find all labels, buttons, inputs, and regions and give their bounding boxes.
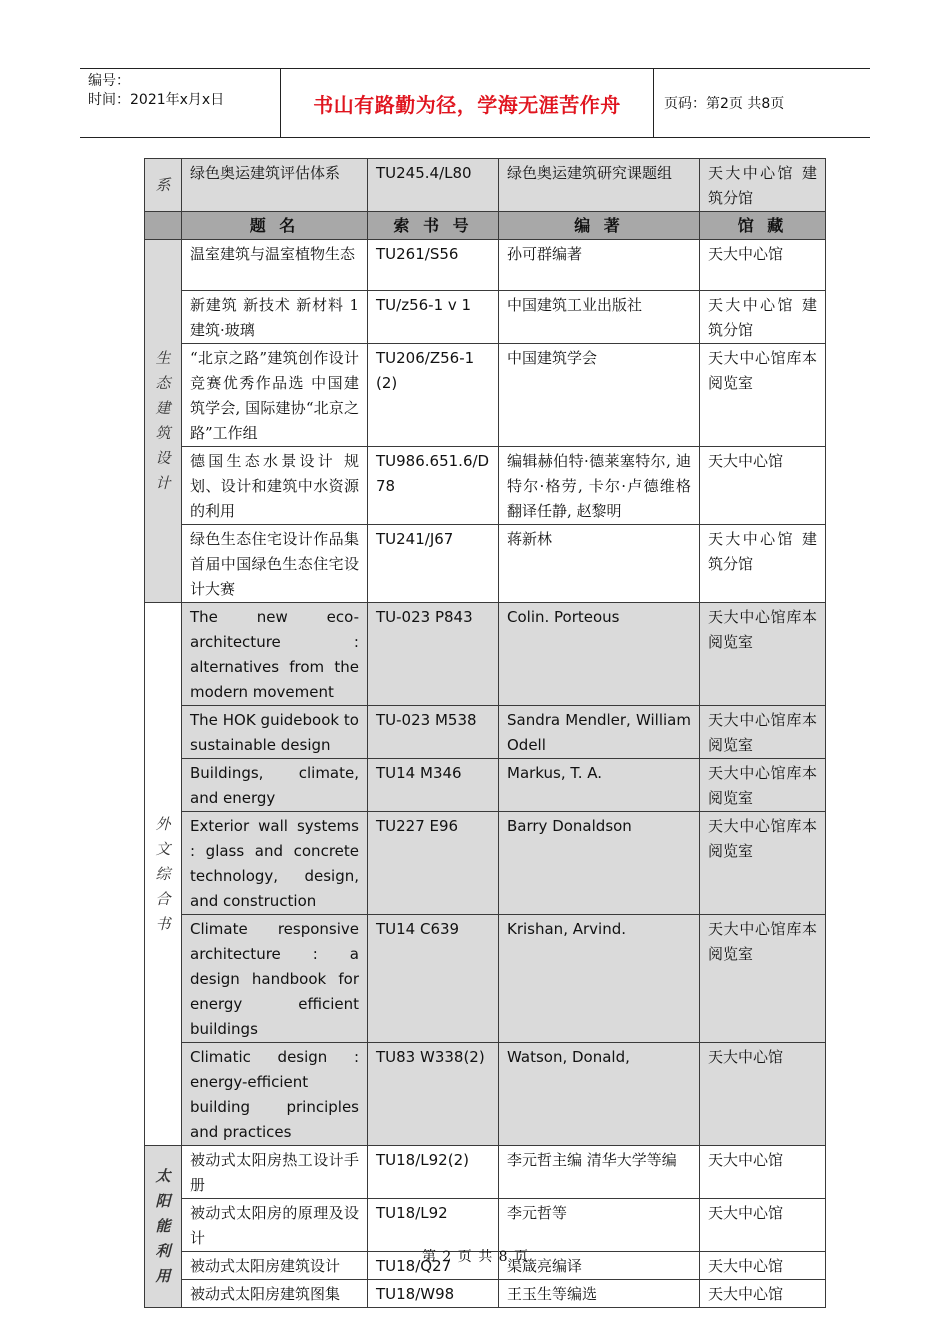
call-number-cell: TU18/Q27	[368, 1252, 499, 1280]
author-cell: 绿色奥运建筑研究课题组	[499, 159, 700, 212]
table-row	[145, 603, 826, 706]
title-cell: The new eco-architecture : alternatives from the modern movement	[182, 603, 368, 706]
category-cell-eco-design: 生态建筑设计	[145, 240, 182, 603]
holding-cell: 天大中心馆	[700, 1146, 826, 1199]
author-cell: Sandra Mendler, William Odell	[499, 706, 700, 759]
table-row	[145, 344, 826, 447]
table-row	[145, 759, 826, 812]
holding-cell: 天大中心馆	[700, 1043, 826, 1146]
holding-cell: 天大中心馆	[700, 447, 826, 525]
call-number-cell: TU-023 M538	[368, 706, 499, 759]
author-cell: 李元哲等	[499, 1199, 700, 1252]
table-row	[145, 291, 826, 344]
holding-cell: 天大中心馆	[700, 1199, 826, 1252]
column-header-holding: 馆 藏	[700, 212, 826, 240]
call-number-cell: TU241/J67	[368, 525, 499, 603]
call-number-cell: TU986.651.6/D78	[368, 447, 499, 525]
table-row	[145, 1043, 826, 1146]
author-cell: Krishan, Arvind.	[499, 915, 700, 1043]
author-cell: 蒋新林	[499, 525, 700, 603]
table-row	[145, 706, 826, 759]
table-header-row	[145, 212, 826, 240]
holding-cell: 天大中心馆库本阅览室	[700, 812, 826, 915]
header-time-label: 时间：2021年x月x日	[88, 92, 225, 108]
call-number-cell: TU18/L92(2)	[368, 1146, 499, 1199]
call-number-cell: TU/z56-1 v 1	[368, 291, 499, 344]
author-cell: Markus, T. A.	[499, 759, 700, 812]
call-number-cell: TU18/L92	[368, 1199, 499, 1252]
column-header-author: 编 著	[499, 212, 700, 240]
page-header	[80, 68, 870, 138]
author-cell: Watson, Donald,	[499, 1043, 700, 1146]
holding-cell: 天大中心馆	[700, 1252, 826, 1280]
author-cell: 中国建筑学会	[499, 344, 700, 447]
title-cell: 温室建筑与温室植物生态	[182, 240, 368, 291]
column-header-call-number: 索 书 号	[368, 212, 499, 240]
holding-cell: 天大中心馆 建筑分馆	[700, 159, 826, 212]
table-row	[145, 1199, 826, 1252]
table-row	[145, 159, 826, 212]
title-cell: 被动式太阳房建筑设计	[182, 1252, 368, 1280]
table-row	[145, 915, 826, 1043]
title-cell: 被动式太阳房的原理及设计	[182, 1199, 368, 1252]
title-cell: 被动式太阳房建筑图集	[182, 1280, 368, 1308]
page-footer: 第 2 页 共 8 页	[421, 1249, 529, 1265]
category-cell: 系	[145, 159, 182, 212]
title-cell: Buildings, climate, and energy	[182, 759, 368, 812]
author-cell: 王玉生等编选	[499, 1280, 700, 1308]
author-cell: Colin. Porteous	[499, 603, 700, 706]
title-cell: “北京之路”建筑创作设计竞赛优秀作品选 中国建筑学会, 国际建协“北京之路”工作组	[182, 344, 368, 447]
title-cell: 绿色生态住宅设计作品集 首届中国绿色生态住宅设计大赛	[182, 525, 368, 603]
title-cell: 被动式太阳房热工设计手册	[182, 1146, 368, 1199]
author-cell: 中国建筑工业出版社	[499, 291, 700, 344]
table-row	[145, 1146, 826, 1199]
call-number-cell: TU14 M346	[368, 759, 499, 812]
call-number-cell: TU83 W338(2)	[368, 1043, 499, 1146]
table-row	[145, 447, 826, 525]
call-number-cell: TU227 E96	[368, 812, 499, 915]
call-number-cell: TU14 C639	[368, 915, 499, 1043]
title-cell: 德国生态水景设计 规划、设计和建筑中水资源的利用	[182, 447, 368, 525]
header-motto: 书山有路勤为径，学海无涯苦作舟	[280, 69, 654, 137]
title-cell: 绿色奥运建筑评估体系	[182, 159, 368, 212]
author-cell: 孙可群编著	[499, 240, 700, 291]
holding-cell: 天大中心馆库本阅览室	[700, 915, 826, 1043]
holding-cell: 天大中心馆库本阅览室	[700, 344, 826, 447]
holding-cell: 天大中心馆库本阅览室	[700, 706, 826, 759]
call-number-cell: TU-023 P843	[368, 603, 499, 706]
category-cell-foreign-books: 外文综合书	[145, 603, 182, 1146]
category-cell-solar: 太阳能利用	[145, 1146, 182, 1308]
author-cell: 编辑赫伯特·德莱塞特尔, 迪特尔·格劳, 卡尔·卢德维格 翻译任静, 赵黎明	[499, 447, 700, 525]
title-cell: Climatic design : energy-efficient building principles and practices	[182, 1043, 368, 1146]
header-page-info: 页码：第2页 共8页	[664, 96, 785, 112]
table-row	[145, 1280, 826, 1308]
author-cell: 李元哲主编 清华大学等编	[499, 1146, 700, 1199]
table-row	[145, 812, 826, 915]
title-cell: The HOK guidebook to sustainable design	[182, 706, 368, 759]
holding-cell: 天大中心馆	[700, 240, 826, 291]
call-number-cell: TU261/S56	[368, 240, 499, 291]
title-cell: Exterior wall systems : glass and concrete technology, design, and construction	[182, 812, 368, 915]
author-cell: Barry Donaldson	[499, 812, 700, 915]
title-cell: Climate responsive architecture : a design handbook for energy efficient buildings	[182, 915, 368, 1043]
holding-cell: 天大中心馆 建筑分馆	[700, 525, 826, 603]
header-category-cell	[145, 212, 182, 240]
table-row	[145, 525, 826, 603]
table-row	[145, 240, 826, 291]
header-code-label: 编号：	[88, 73, 130, 89]
holding-cell: 天大中心馆库本阅览室	[700, 759, 826, 812]
title-cell: 新建筑 新技术 新材料 1 建筑·玻璃	[182, 291, 368, 344]
call-number-cell: TU18/W98	[368, 1280, 499, 1308]
header-meta	[80, 69, 280, 137]
holding-cell: 天大中心馆库本阅览室	[700, 603, 826, 706]
author-cell: 渠箴亮编译	[499, 1252, 700, 1280]
holding-cell: 天大中心馆	[700, 1280, 826, 1308]
holding-cell: 天大中心馆 建筑分馆	[700, 291, 826, 344]
call-number-cell: TU206/Z56-1(2)	[368, 344, 499, 447]
column-header-title: 题 名	[182, 212, 368, 240]
call-number-cell: TU245.4/L80	[368, 159, 499, 212]
book-table	[144, 158, 826, 1308]
